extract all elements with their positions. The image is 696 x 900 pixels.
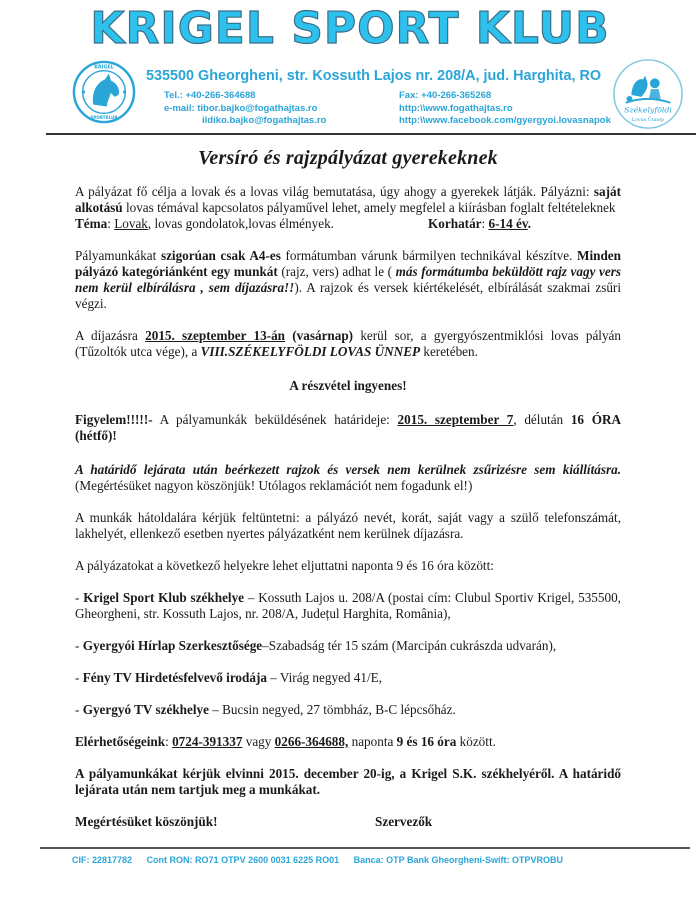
- closing-line: [75, 814, 621, 830]
- age-limit-label: Korhatár: [428, 216, 482, 231]
- text: (Megértésüket nagyon köszönjük! Utólagos reklamációt nem fogadunk el!): [75, 478, 473, 493]
- footer-bank: Banca: OTP Bank Gheorgheni-Swift: OTPVROBU: [353, 855, 564, 865]
- logo-right-text-1: Székelyföldi: [624, 105, 672, 115]
- letterhead: [0, 0, 696, 130]
- free-participation-notice: A részvétel ingyenes!: [289, 378, 407, 393]
- header-divider: [46, 133, 696, 135]
- logo-left-top-text: KRIGEL: [94, 65, 114, 71]
- phone-landline[interactable]: 0266-364688,: [274, 734, 349, 749]
- text: -: [75, 702, 83, 717]
- text: ). A rajzok és versek kiértékelését, elbírálását szakmai zsűri végzi.: [75, 280, 621, 311]
- fax-number: Fax: +40-266-365268: [399, 90, 492, 101]
- text: .: [527, 216, 531, 231]
- text: A pályázat fő célja a lovak és a lovas világ bemutatása, úgy ahogy a gyerekek látják. Pályázni:: [75, 184, 594, 199]
- bold-italic-text: A határidő lejárata után beérkezett rajzok és versek nem kerülnek zsűrizésre sem kiállításra.: [75, 462, 621, 477]
- email-2[interactable]: ildiko.bajko@fogathajtas.ro: [202, 115, 327, 126]
- text: :: [165, 734, 173, 749]
- text: formátumban várunk bármilyen technikával készítve.: [280, 248, 578, 263]
- theme-value: Lovak: [114, 216, 148, 231]
- location-item: [75, 590, 621, 622]
- bold-text: 9 és 16 óra: [396, 734, 457, 749]
- paragraph-format: [75, 248, 621, 312]
- paragraph-pickup: A pályamunkákat kérjük elvinni 2015. december 20-ig, a Krigel S.K. székhelyéről. A határidő lejárata után nem tartjuk meg a munkákat.: [75, 766, 621, 797]
- closing-signature: Szervezők: [375, 814, 433, 829]
- bold-text: szigorúan csak A4-es: [160, 248, 281, 263]
- bold-italic-text: más formátumba beküldött rajz vagy vers nem kerül elbírálásra , sem díjazásra!!: [75, 264, 621, 295]
- location-detail: – Bucsin negyed, 27 tömbház, B-C lépcsőház.: [208, 702, 456, 717]
- document-title: Versíró és rajzpályázat gyerekeknek: [198, 147, 498, 169]
- deadline-date: 2015. szeptember 7: [397, 412, 514, 427]
- phone-mobile[interactable]: 0724-391337: [172, 734, 243, 749]
- theme-group: [75, 216, 334, 232]
- age-group: [428, 216, 621, 232]
- location-detail: – Virág negyed 41/E,: [266, 670, 383, 685]
- text: lovas témával kapcsolatos pályaművel lehet, amely megfelel a kiírásban foglalt feltételeknek: [122, 200, 616, 215]
- facebook-link[interactable]: http:\\www.facebook.com/gyergyoi.lovasnapok: [399, 115, 611, 126]
- text: -: [75, 670, 83, 685]
- age-limit-value: 6-14 év: [488, 216, 528, 231]
- location-name: Gyergyó TV székhelye: [82, 702, 209, 717]
- email-1[interactable]: e-mail: tibor.bajko@fogathajtas.ro: [164, 102, 318, 114]
- text: között.: [456, 734, 496, 749]
- theme-line: [75, 216, 621, 232]
- text: naponta: [348, 734, 397, 749]
- paragraph-intro: [75, 184, 621, 216]
- location-detail: – Kossuth Lajos u. 208/A (postai cím: Clubul Sportiv Krigel, 535500, Gheorgheni, str. Kossuth Lajos, nr. 208/A, Județul Harghita, România),: [75, 590, 621, 621]
- location-name: Fény TV Hirdetésfelvevő irodája: [82, 670, 267, 685]
- paragraph-award: [75, 328, 621, 360]
- award-date: 2015. szeptember 13-án: [145, 328, 286, 343]
- location-detail: –Szabadság tér 15 szám (Marcipán cukrászda udvarán),: [262, 638, 557, 653]
- text: A díjazásra: [75, 328, 146, 343]
- bold-text: Minden pályázó kategóriánként egy munkát: [75, 248, 621, 279]
- bold-text: (vasárnap): [285, 328, 354, 343]
- krigel-horse-logo-icon: [72, 60, 136, 124]
- location-item: [75, 670, 621, 686]
- bold-text: saját alkotású: [75, 184, 621, 215]
- footer-divider: [40, 847, 690, 849]
- text: :: [481, 216, 489, 231]
- paragraph-locations-intro: A pályázatokat a következő helyekre lehet eljuttatni naponta 9 és 16 óra között:: [75, 558, 494, 573]
- text: vagy: [242, 734, 275, 749]
- footer-account: Cont RON: RO71 OTPV 2600 0031 6225 RO01: [146, 855, 340, 865]
- contact-right: [399, 90, 611, 128]
- footer-cif: CIF: 22817782: [72, 855, 133, 865]
- event-name: VIII.SZÉKELYFÖLDI LOVAS ÜNNEP: [200, 344, 421, 359]
- paragraph-deadline: [75, 412, 621, 444]
- text: keretében.: [420, 344, 478, 359]
- club-address: 535500 Gheorgheni, str. Kossuth Lajos nr. 208/A, jud. Harghita, RO: [146, 68, 602, 84]
- deadline-time: 16 ÓRA (hétfő)!: [75, 412, 621, 443]
- contacts-label: Elérhetőségeink: [75, 734, 166, 749]
- text: , délután: [513, 412, 571, 427]
- footer-bank-details: [72, 855, 575, 865]
- paragraph-contacts: [75, 734, 621, 750]
- text: , lovas gondolatok,lovas élmények.: [147, 216, 334, 231]
- logo-left-bottom-text: SPORTKLUB: [90, 115, 118, 121]
- text: -: [75, 638, 83, 653]
- document-body: [75, 140, 621, 830]
- paragraph-back-side: A munkák hátoldalára kérjük feltüntetni: a pályázó nevét, korát, saját vagy a szülő telefonszámát, lakhelyét, ellenkező esetben nyertes pályázatként nem kerülnek díjazásra.: [75, 510, 621, 541]
- location-item: [75, 702, 621, 718]
- text: -: [75, 590, 84, 605]
- website-link[interactable]: http:\\www.fogathajtas.ro: [399, 102, 513, 114]
- contact-left: [164, 90, 326, 128]
- text: Pályamunkákat: [75, 248, 161, 263]
- logo-right-text-2: Lovas Ünnep: [631, 117, 665, 124]
- text: (rajz, vers) adhat le (: [277, 264, 396, 279]
- phone-number: Tel.: +40-266-364688: [164, 90, 256, 101]
- text: :: [107, 216, 115, 231]
- szekelyfoldi-lovas-unnep-logo-icon: [612, 58, 684, 130]
- text: kerül sor, a gyergyószentmiklósi lovas pályán (Tűzoltók utca vége), a: [75, 328, 621, 359]
- theme-label: Téma: [75, 216, 108, 231]
- closing-thanks: Megértésüket köszönjük!: [75, 814, 218, 829]
- location-name: Gyergyói Hírlap Szerkesztősége: [82, 638, 263, 653]
- text: A pályamunkák beküldésének határideje:: [152, 412, 398, 427]
- club-name-logo: KRIGEL SPORT KLUB: [90, 3, 610, 54]
- attention-label: Figyelem!!!!!-: [75, 412, 153, 427]
- paragraph-late-submissions: [75, 462, 621, 494]
- location-name: Krigel Sport Klub székhelye: [83, 590, 245, 605]
- location-item: [75, 638, 621, 654]
